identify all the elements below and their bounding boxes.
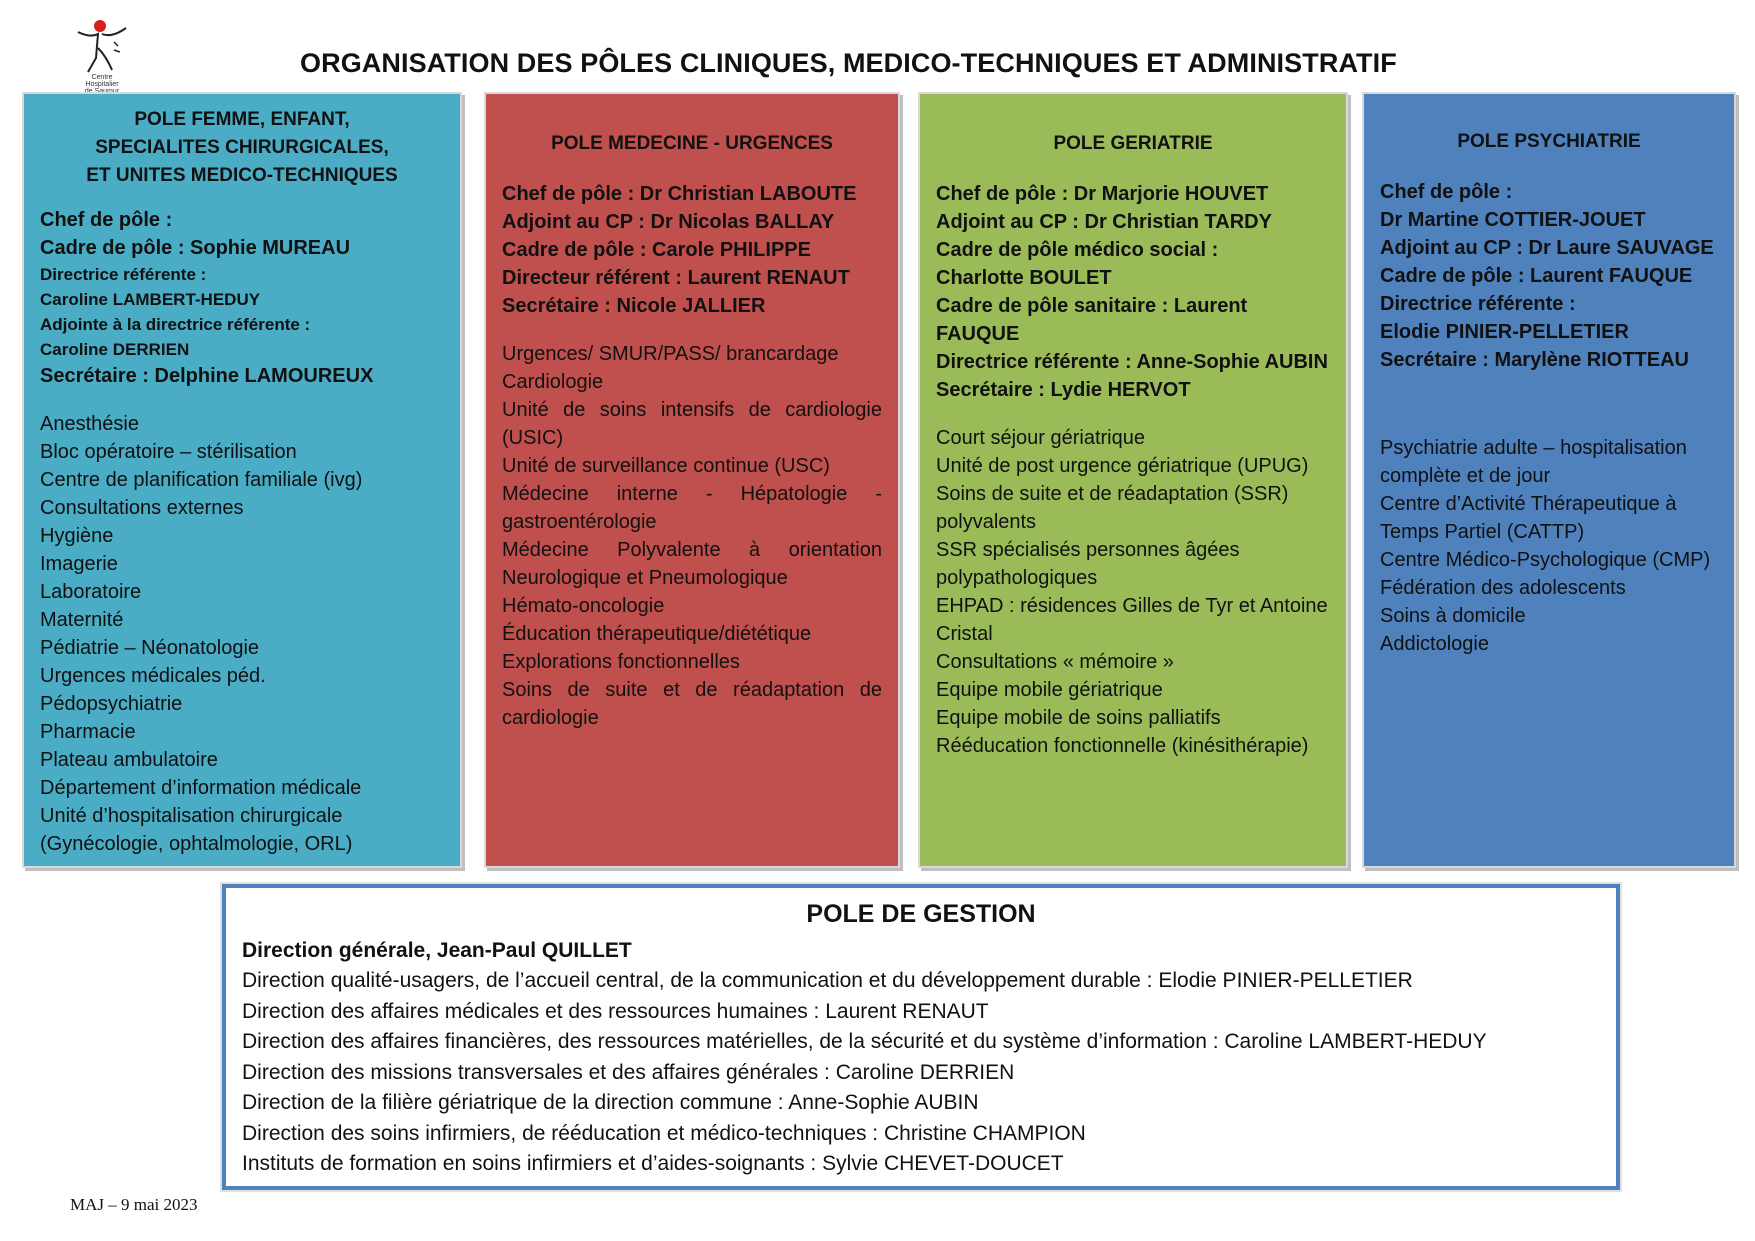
service-item: Equipe mobile de soins palliatifs [936, 707, 1221, 729]
service-item: Hygiène [40, 525, 114, 547]
pole-staff [40, 206, 444, 390]
gestion-line: Direction des soins infirmiers, de rééducation et médico-techniques : Christine CHAMPION [242, 1121, 1086, 1145]
pole-title: POLE FEMME, ENFANT, SPECIALITES CHIRURGICALES, ET UNITES MEDICO-TECHNIQUES [86, 109, 398, 186]
gestion-line: Instituts de formation en soins infirmiers et d’aides-soignants : Sylvie CHEVET-DOUCET [242, 1152, 1064, 1175]
service-item: Médecine Polyvalente à orientation Neurologique et Pneumologique [502, 539, 882, 589]
service-item: Urgences médicales péd. [40, 665, 266, 687]
service-item: Consultations externes [40, 497, 244, 519]
pole-services [936, 424, 1330, 760]
staff-line: Caroline LAMBERT-HEDUY [40, 290, 261, 309]
service-item: Equipe mobile gériatrique [936, 679, 1163, 701]
service-item: Fédération des adolescents [1380, 577, 1626, 599]
gestion-line: Direction des missions transversales et des affaires générales : Caroline DERRIEN [242, 1060, 1015, 1084]
staff-line: Secrétaire : Nicole JALLIER [502, 295, 766, 317]
service-item: Centre Médico-Psychologique (CMP) [1380, 549, 1711, 571]
pole-title: POLE GERIATRIE [1053, 133, 1213, 154]
staff-line: Chef de pôle : [1380, 181, 1513, 203]
service-item: Laboratoire [40, 581, 142, 603]
staff-line: Elodie PINIER-PELLETIER [1380, 321, 1629, 343]
gestion-line: Direction de la filière gériatrique de la direction commune : Anne-Sophie AUBIN [242, 1091, 979, 1114]
service-item: Éducation thérapeutique/diététique [502, 623, 812, 645]
service-item: Pharmacie [40, 721, 136, 743]
service-item: Soins à domicile [1380, 605, 1526, 627]
staff-line: Cadre de pôle : Laurent FAUQUE [1380, 265, 1693, 287]
pole-services [40, 410, 444, 858]
service-item: Soins de suite et de réadaptation de cardiologie [502, 679, 882, 729]
service-item: Centre de planification familiale (ivg) [40, 469, 363, 491]
logo-text-line: Centre [91, 74, 113, 81]
service-item: Addictologie [1380, 633, 1489, 655]
logo-figure-icon [68, 18, 138, 74]
staff-line: Cadre de pôle médico social : [936, 239, 1219, 261]
service-item: Bloc opératoire – stérilisation [40, 441, 297, 463]
staff-line: Secrétaire : Marylène RIOTTEAU [1380, 349, 1689, 371]
service-item: Consultations « mémoire » [936, 651, 1174, 673]
pole-staff [502, 180, 882, 320]
staff-line: Directeur référent : Laurent RENAUT [502, 267, 850, 289]
service-item: Plateau ambulatoire [40, 749, 218, 771]
pole-femme-card [22, 92, 462, 868]
staff-line: Adjoint au CP : Dr Laure SAUVAGE [1380, 237, 1714, 259]
service-item: Court séjour gériatrique [936, 427, 1145, 449]
service-item: Cardiologie [502, 371, 604, 393]
pole-title: POLE MEDECINE - URGENCES [551, 133, 833, 154]
service-item: Unité de surveillance continue (USC) [502, 455, 830, 477]
staff-line: Directrice référente : [40, 265, 207, 284]
staff-line: Directrice référente : [1380, 293, 1576, 315]
service-item: Hémato-oncologie [502, 595, 665, 617]
service-item: Imagerie [40, 553, 118, 575]
page-title: ORGANISATION DES PÔLES CLINIQUES, MEDICO-TECHNIQUES ET ADMINISTRATIF [300, 48, 1397, 78]
staff-line: Secrétaire : Lydie HERVOT [936, 379, 1191, 401]
staff-line: Charlotte BOULET [936, 267, 1112, 289]
gestion-line: Direction des affaires médicales et des ressources humaines : Laurent RENAUT [242, 999, 989, 1023]
gestion-head: Direction générale, Jean-Paul QUILLET [242, 939, 632, 962]
staff-line: Secrétaire : Delphine LAMOUREUX [40, 365, 374, 387]
gestion-line: Direction qualité-usagers, de l’accueil central, de la communication et du développement durable : Elodie PINIER-PELLETIER [242, 969, 1413, 992]
service-item: Anesthésie [40, 413, 139, 435]
staff-line: Cadre de pôle sanitaire : Laurent FAUQUE [936, 295, 1248, 345]
service-item: Unité de post urgence gériatrique (UPUG) [936, 455, 1309, 477]
staff-line: Adjoint au CP : Dr Christian TARDY [936, 211, 1272, 233]
pole-services [1380, 434, 1718, 658]
service-item: Centre d’Activité Thérapeutique à Temps Partiel (CATTP) [1380, 493, 1677, 543]
logo-text-line: Hospitalier [85, 81, 119, 88]
service-item: Département d’information médicale [40, 777, 362, 799]
service-item: (Gynécologie, ophtalmologie, ORL) [40, 833, 353, 855]
pole-services [502, 340, 882, 732]
service-item: Pédopsychiatrie [40, 693, 183, 715]
service-item: Maternité [40, 609, 124, 631]
pole-staff [1380, 178, 1718, 374]
staff-line: Chef de pôle : Dr Christian LABOUTE [502, 183, 857, 205]
gestion-line: Direction des affaires financières, des ressources matérielles, de la sécurité et du système d’information : Caroline LAMBERT-HEDUY [242, 1030, 1487, 1053]
staff-line: Caroline DERRIEN [40, 340, 190, 359]
staff-line: Cadre de pôle : Carole PHILIPPE [502, 239, 811, 261]
hospital-logo [68, 18, 138, 90]
service-item: Rééducation fonctionnelle (kinésithérapie) [936, 735, 1309, 757]
service-item: Explorations fonctionnelles [502, 651, 740, 673]
staff-line: Dr Martine COTTIER-JOUET [1380, 209, 1646, 231]
staff-line: Adjoint au CP : Dr Nicolas BALLAY [502, 211, 835, 233]
pole-staff [936, 180, 1330, 404]
service-item: EHPAD : résidences Gilles de Tyr et Antoine Cristal [936, 595, 1328, 645]
staff-line: Directrice référente : Anne-Sophie AUBIN [936, 351, 1328, 373]
pole-gestion-box [222, 884, 1620, 1190]
staff-line: Cadre de pôle : Sophie MUREAU [40, 237, 351, 259]
pole-title: POLE PSYCHIATRIE [1457, 131, 1641, 152]
service-item: Urgences/ SMUR/PASS/ brancardage [502, 343, 839, 365]
service-item: SSR spécialisés personnes âgées polypathologiques [936, 539, 1240, 589]
staff-line: Chef de pôle : [40, 209, 173, 231]
pole-psychiatrie-card [1362, 92, 1736, 868]
service-item: Unité d’hospitalisation chirurgicale [40, 805, 343, 827]
update-date: MAJ – 9 mai 2023 [70, 1195, 198, 1214]
service-item: Médecine interne - Hépatologie - gastroentérologie [502, 483, 882, 533]
service-item: Unité de soins intensifs de cardiologie (USIC) [502, 399, 882, 449]
service-item: Pédiatrie – Néonatologie [40, 637, 260, 659]
staff-line: Chef de pôle : Dr Marjorie HOUVET [936, 183, 1269, 205]
pole-medecine-card [484, 92, 900, 868]
service-item: Psychiatrie adulte – hospitalisation complète et de jour [1380, 437, 1687, 487]
pole-geriatrie-card [918, 92, 1348, 868]
staff-line: Adjointe à la directrice référente : [40, 315, 311, 334]
gestion-title: POLE DE GESTION [806, 900, 1036, 928]
service-item: Soins de suite et de réadaptation (SSR) polyvalents [936, 483, 1289, 533]
